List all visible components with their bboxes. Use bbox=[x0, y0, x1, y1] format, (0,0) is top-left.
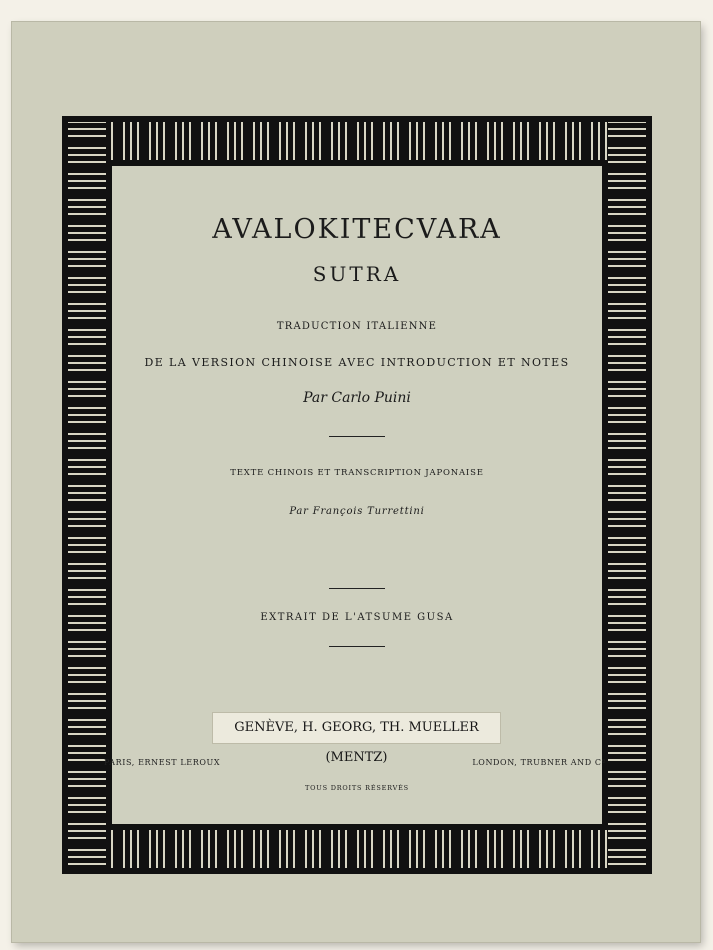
book-cover bbox=[12, 22, 700, 942]
version-line: DE LA VERSION CHINOISE AVEC INTRODUCTION ET NOTES bbox=[144, 356, 570, 369]
publisher-label: GENÈVE, H. GEORG, TH. MUELLER (MENTZ) bbox=[212, 712, 501, 744]
paris-imprint: PARIS, ERNEST LEROUX bbox=[104, 758, 221, 767]
cover-title: AVALOKITECVARA bbox=[212, 214, 502, 245]
border-bottom bbox=[68, 830, 646, 868]
extrait-line: EXTRAIT DE L'ATSUME GUSA bbox=[260, 612, 454, 623]
second-author-line: Par François Turrettini bbox=[289, 506, 425, 517]
london-imprint: LONDON, TRUBNER AND Cº bbox=[472, 758, 606, 767]
border-right bbox=[608, 122, 646, 868]
cover-subtitle: SUTRA bbox=[312, 262, 402, 286]
border-top bbox=[68, 122, 646, 160]
divider-rule bbox=[329, 646, 385, 647]
author-line: Par Carlo Puini bbox=[303, 390, 411, 406]
divider-rule bbox=[329, 588, 385, 589]
divider-rule bbox=[329, 436, 385, 437]
cover-panel bbox=[104, 164, 606, 826]
chinese-text-line: TEXTE CHINOIS ET TRANSCRIPTION JAPONAISE bbox=[230, 468, 484, 478]
translation-line: TRADUCTION ITALIENNE bbox=[276, 321, 438, 332]
greek-key-border bbox=[62, 116, 652, 874]
rights-line: TOUS DROITS RÉSERVÉS bbox=[305, 784, 409, 792]
border-left bbox=[68, 122, 106, 868]
